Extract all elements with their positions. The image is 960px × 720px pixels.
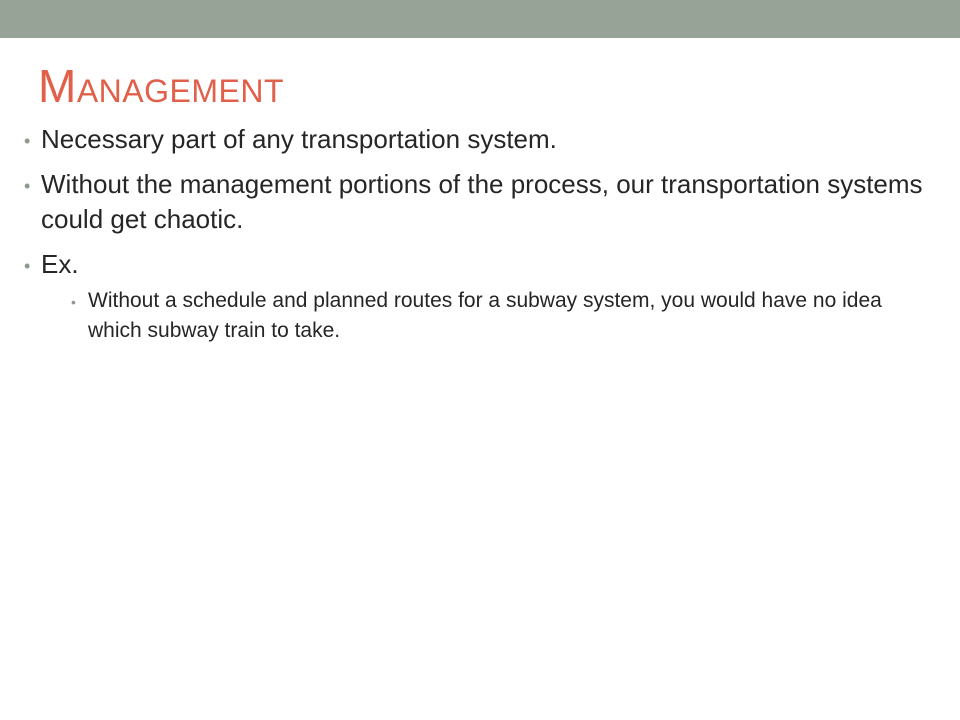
bullet-icon: • [24, 176, 31, 196]
bullet-item [24, 167, 924, 237]
top-accent-bar [0, 0, 960, 38]
sub-bullet-text: Without a schedule and planned routes for a subway system, you would have no idea which subway train to take. [88, 289, 882, 342]
bullet-icon: • [24, 256, 31, 276]
sub-bullet-icon: • [71, 294, 76, 310]
slide-title: Management [38, 60, 285, 112]
bullet-item [24, 247, 924, 346]
bullet-item [24, 122, 924, 157]
sub-bullet-item [71, 286, 924, 346]
bullet-text: Ex. [41, 249, 79, 279]
bullet-text: Without the management portions of the process, our transportation systems could get chaotic. [41, 169, 923, 234]
bullet-text: Necessary part of any transportation system. [41, 124, 557, 154]
bullet-icon: • [24, 131, 31, 151]
slide-body [24, 122, 924, 356]
